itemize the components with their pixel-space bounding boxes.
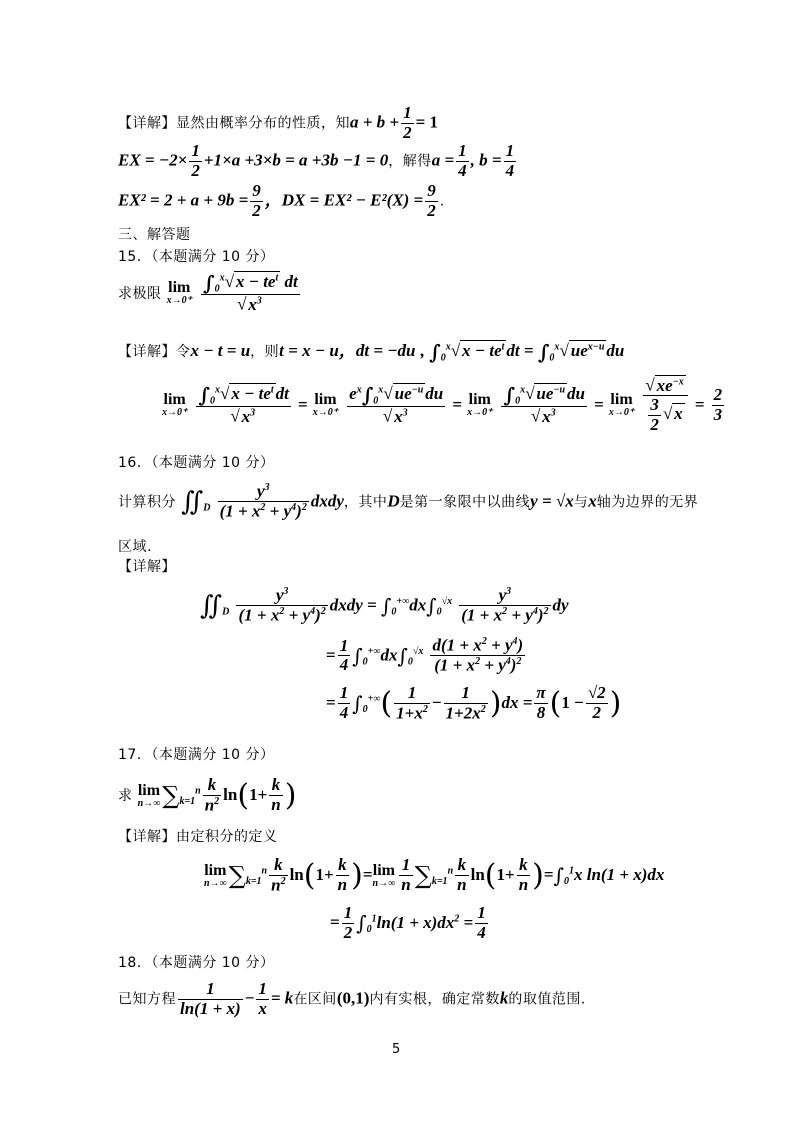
q17-prompt: 求 lim n→∞ $\sum_{k=1}^n$ $\frac{k}{n^2}$ ln(1+ $\frac{k}{n}$ ) <box>118 775 297 815</box>
q17-header: 17．（本题满分 10 分） <box>118 747 275 763</box>
q15-solution: lim x→0⁺ $\frac{\int_0^x√ x - te^t dt}{√ x^3}$ = lim x→0⁺ $\frac{e^x\int_0^x√ ue^{-u} du}{√ x^3}$ = lim x→0⁺ $\frac{\int_0^x√ ue^{-u} du}{√ x^3}$ = lim x→0⁺ √ $xe^{-x}$ $\frac{3}{2}$ √ x = $\frac{2}{3}$ <box>162 375 723 435</box>
q16-prompt-cont: 区域. <box>118 539 152 555</box>
q16-solution-line3: = $\frac{1}{4}$ $\int_0^{+\infty}$( $\frac{1}{1+x^2}$ − $\frac{1}{1+2x^2}$ )dx = $\frac{\pi}{8}$ (1 − $\frac{√2}{2}$ ) <box>326 683 622 723</box>
q18-prompt: 已知方程 $\frac{1}{\ln(1 + x)}$ − $\frac{1}{x}$ = k在区间(0,1)内有实根，确定常数k的取值范围. <box>118 979 586 1018</box>
q18-header: 18．（本题满分 10 分） <box>118 955 275 971</box>
fraction: $\frac{1}{2}$ <box>403 103 412 142</box>
limit-operator: lim x→0⁺ <box>166 279 192 307</box>
detail-tag: 【详解】 <box>118 559 176 575</box>
s14-line3: EX² = 2 + a + 9b = $\frac{9}{2}$ ，DX = EX² − E²(X) = $\frac{9}{2}$ . <box>118 181 445 220</box>
fraction: $\frac{9}{2}$ <box>252 181 261 220</box>
detail-tag: 【详解】 <box>118 115 176 132</box>
detail-tag: 【详解】 <box>118 344 176 360</box>
q16-prompt: 计算积分 $∬_D$ $\frac{y^3}{(1 + x^2 + y^4)^2}$ dxdy，其中D是第一象限中以曲线y = √x与x轴为边界的无界 <box>118 481 699 521</box>
fraction: $\frac{9}{2}$ <box>427 181 436 220</box>
q15-prompt: 求极限 lim x→0⁺ $\frac{\int_0^x√ x - te^t dt}{√ x^3}$ <box>118 271 298 314</box>
q16-header: 16．（本题满分 10 分） <box>118 455 275 471</box>
q16-solution-line2: = $\frac{1}{4}$ $\int_0^{+\infty}dx\int_0^{√x}$ $\frac{d(1 + x^2 + y^4)}{(1 + x^2 + y^4)^2}$ <box>326 635 524 675</box>
fraction: $\frac{1}{2}$ <box>191 141 200 180</box>
fraction: $\frac{1}{4}$ <box>458 141 467 180</box>
q17-solution-line1: lim n→∞ $\sum_{k=1}^n$ $\frac{k}{n^2}$ ln(1+ $\frac{k}{n}$ )= lim n→∞ $\frac{1}{n}$ $\sum_{k=1}^n$ $\frac{k}{n}$ ln(1+ $\frac{k}{n}$ )$=\int_0^1x$ ln(1 + x)dx <box>204 855 665 895</box>
q17-solution-line2: = $\frac{1}{2}$ $\int_0^1\ln(1 + x)dx^2$ = $\frac{1}{4}$ <box>330 903 486 942</box>
fraction: $\frac{1}{4}$ <box>505 141 515 180</box>
s14-line2: EX = −2× $\frac{1}{2}$ +1×a +3×b = a +3b −1 = 0，解得a = $\frac{1}{4}$ , b = $\frac{1}{4}$ <box>118 141 515 180</box>
section-title: 三、解答题 <box>118 227 191 243</box>
q17-detail: 【详解】由定积分的定义 <box>118 829 278 845</box>
page-number: 5 <box>392 1042 401 1057</box>
q15-detail-line: 【详解】令x − t = u，则t = x − u，dt = −du , $\int_0^x√$ $x - te^t$ dt = $\int_0^x√$ $ue^{x-u}$ du <box>118 340 625 365</box>
detail-tag: 【详解】 <box>118 829 176 845</box>
s14-line1: 【详解】显然由概率分布的性质，知a + b + $\frac{1}{2}$ = 1 <box>118 103 439 142</box>
q15-header: 15．（本题满分 10 分） <box>118 249 275 265</box>
fraction: $\frac{\int_0^x√ x - te^t dt}{√ x^3}$ <box>202 271 298 314</box>
q16-solution-line1: $∬_D$ $\frac{y^3}{(1 + x^2 + y^4)^2}$ dxdy = $\int_0^{+\infty}dx\int_0^{√x}$ $\frac{y^3}{(1 + x^2 + y^4)^2}$ dy <box>200 585 569 625</box>
